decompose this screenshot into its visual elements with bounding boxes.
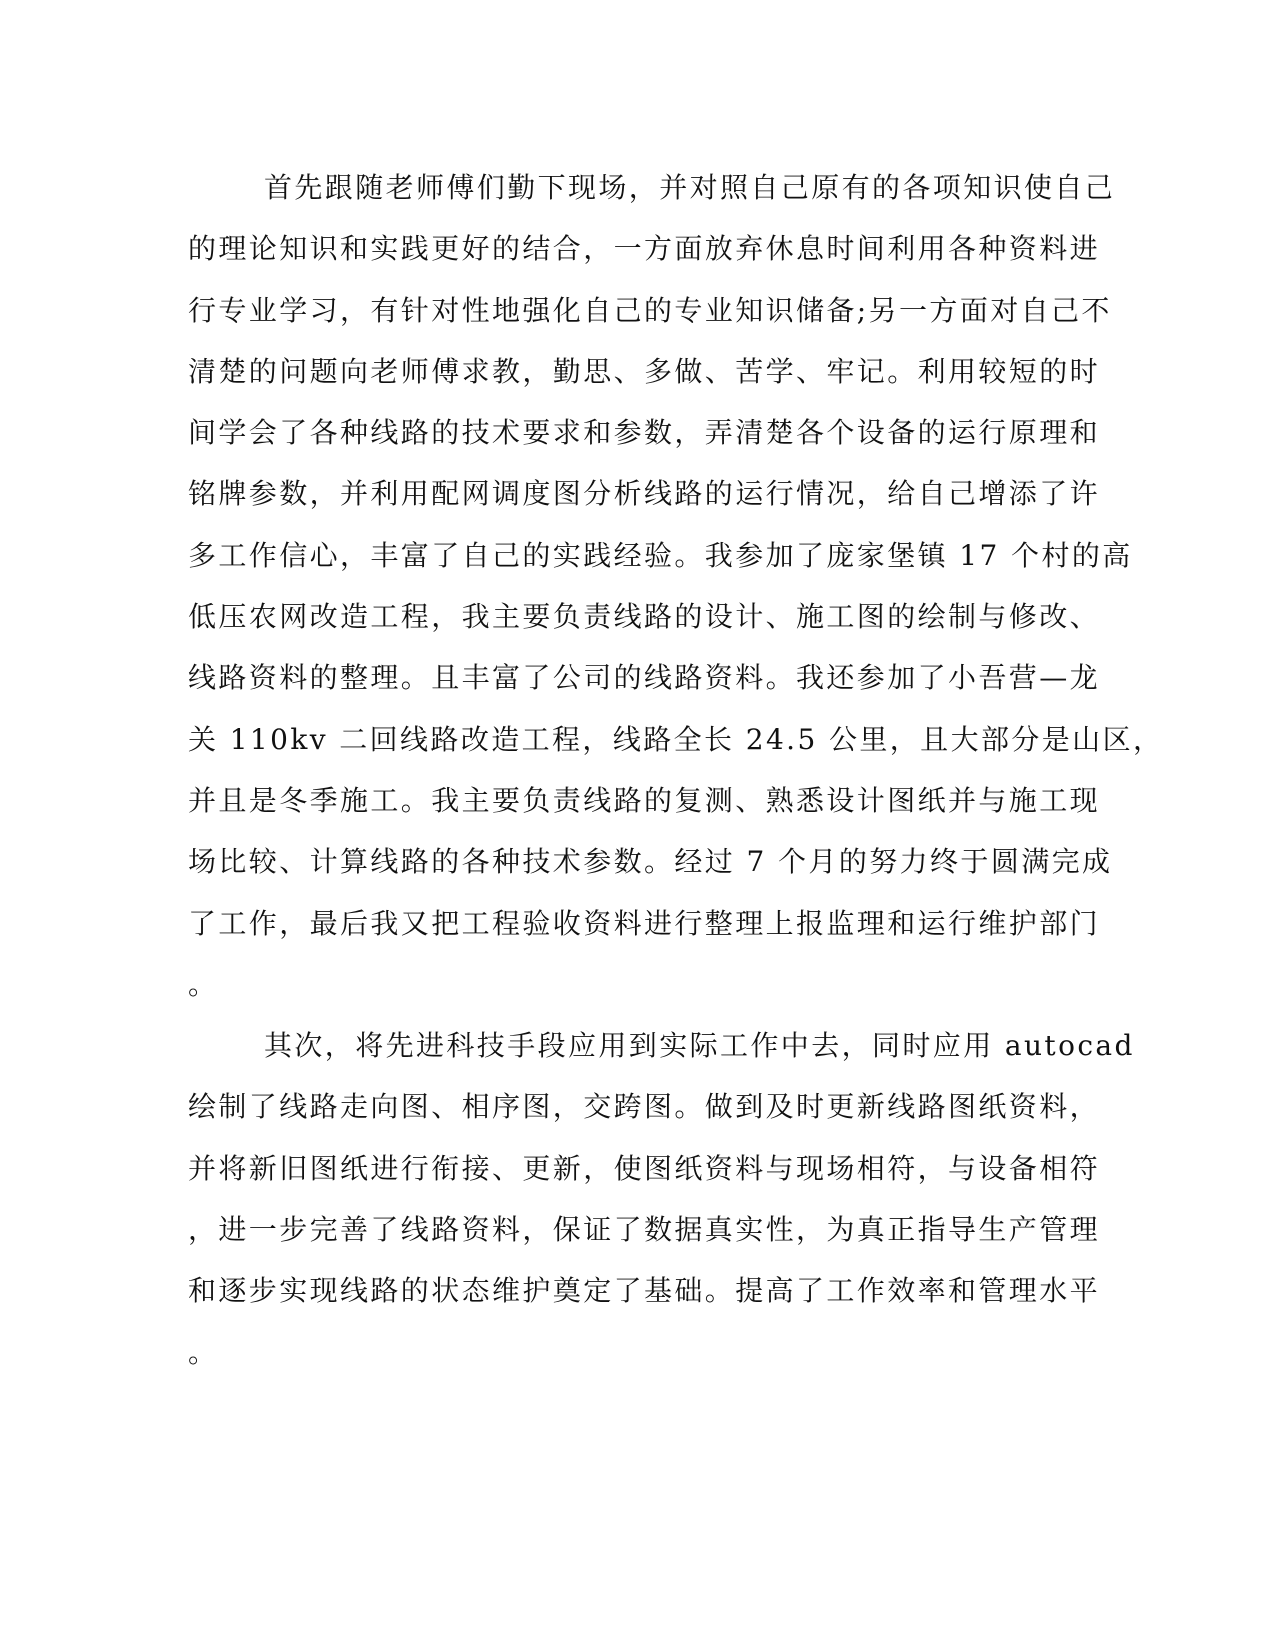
paragraph-2: [188, 1015, 1135, 1383]
text-line: 多工作信心，丰富了自己的实践经验。我参加了庞家堡镇 17 个村的高: [188, 538, 1133, 572]
paragraph-1: [188, 157, 1164, 1015]
text-line: 间学会了各种线路的技术要求和参数，弄清楚各个设备的运行原理和: [188, 416, 1101, 450]
text-line: 其次，将先进科技手段应用到实际工作中去，同时应用 autocad: [264, 1029, 1135, 1063]
text-line: 的理论知识和实践更好的结合，一方面放弃休息时间利用各种资料进: [188, 232, 1101, 266]
text-line: 绘制了线路走向图、相序图，交跨图。做到及时更新线路图纸资料，: [188, 1090, 1101, 1124]
text-line: 和逐步实现线路的状态维护奠定了基础。提高了工作效率和管理水平: [188, 1274, 1101, 1308]
text-line: ，进一步完善了线路资料，保证了数据真实性，为真正指导生产管理: [188, 1213, 1101, 1247]
text-line: 铭牌参数，并利用配网调度图分析线路的运行情况，给自己增添了许: [188, 477, 1101, 511]
text-line: 了工作，最后我又把工程验收资料进行整理上报监理和运行维护部门: [188, 906, 1101, 940]
document-body: [188, 157, 1164, 1383]
text-line: 清楚的问题向老师傅求教，勤思、多做、苦学、牢记。利用较短的时: [188, 354, 1101, 388]
text-line: 行专业学习，有针对性地强化自己的专业知识储备;另一方面对自己不: [188, 293, 1112, 327]
text-line: 低压农网改造工程，我主要负责线路的设计、施工图的绘制与修改、: [188, 600, 1101, 634]
text-line: 线路资料的整理。且丰富了公司的线路资料。我还参加了小吾营—龙: [188, 661, 1101, 695]
text-line: 并且是冬季施工。我主要负责线路的复测、熟悉设计图纸并与施工现: [188, 783, 1101, 817]
text-line: 首先跟随老师傅们勤下现场，并对照自己原有的各项知识使自己: [264, 171, 1116, 204]
text-line: 。: [188, 1335, 219, 1369]
text-line: 关 110kv 二回线路改造工程，线路全长 24.5 公里，且大部分是山区，: [188, 722, 1164, 756]
text-line: 。: [188, 967, 219, 1001]
text-line: 场比较、计算线路的各种技术参数。经过 7 个月的努力终于圆满完成: [188, 845, 1113, 879]
text-line: 并将新旧图纸进行衔接、更新，使图纸资料与现场相符，与设备相符: [188, 1151, 1101, 1185]
